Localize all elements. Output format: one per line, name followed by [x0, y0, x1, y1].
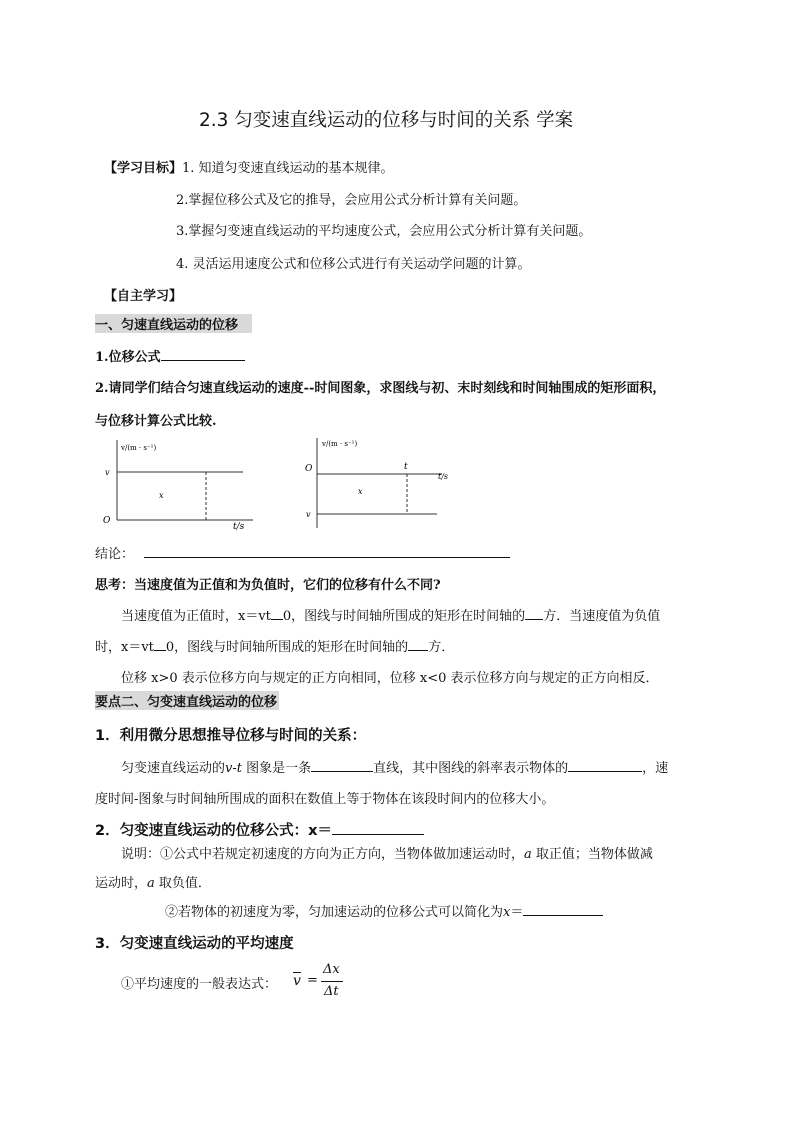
objective-item: 2.掌握位移公式及它的推导，会应用公式分析计算有关问题。	[176, 193, 527, 208]
blank	[523, 903, 603, 916]
s2-note2	[165, 901, 603, 920]
page-title: 2.3 匀变速直线运动的位移与时间的关系 学案	[199, 110, 574, 131]
blank	[311, 759, 373, 772]
self-study-label: 【自主学习】	[104, 289, 183, 304]
q1-text: 1.位移公式	[95, 350, 161, 365]
avg-velocity-label: ①平均速度的一般表达式：	[121, 977, 278, 992]
blank	[154, 638, 166, 651]
origin-label: O	[103, 516, 111, 526]
blank	[525, 607, 543, 620]
objective-item: 4. 灵活运用速度公式和位移公式进行有关运动学问题的计算。	[176, 257, 531, 272]
blank	[568, 759, 642, 772]
text: ，速	[642, 761, 669, 776]
t-top-label: t	[404, 462, 408, 472]
text: 0，图线与时间轴所围成的矩形在时间轴的	[282, 609, 526, 624]
y-axis-label: v/(m · s⁻¹)	[121, 444, 157, 452]
text: 取正值；当物体做减	[531, 847, 653, 862]
equals: =	[307, 973, 318, 988]
text: 说明：①公式中若规定初速度的方向为正方向，当物体做加速运动时，	[121, 847, 525, 862]
text: 方．当速度值为负值	[543, 609, 661, 624]
s1-paragraph2: 位移 x>0 表示位移方向与规定的正方向相同，位移 x<0 表示位移方向与规定的正方向相反．	[121, 671, 659, 686]
objectives-label: 【学习目标】	[104, 161, 183, 176]
text: 取负值．	[154, 876, 211, 891]
a-term: a	[147, 876, 155, 891]
blank	[144, 545, 510, 558]
conclusion-line	[95, 543, 510, 562]
vt-graph-negative	[300, 434, 460, 532]
s1-paragraph1-line1	[121, 605, 660, 624]
conclusion-label: 结论：	[95, 547, 135, 562]
origin-label: O	[305, 464, 313, 474]
vt-graph-positive	[95, 436, 255, 532]
think-question: 思考：当速度值为正值和为负值时，它们的位移有什么不同?	[95, 578, 441, 593]
q1-line	[95, 346, 245, 365]
s2-h3: 3．匀变速直线运动的平均速度	[95, 936, 294, 952]
a-term: a	[524, 847, 532, 862]
t-axis-label: t/s	[233, 522, 245, 532]
text: 当速度值为正值时，x＝vt	[121, 609, 271, 624]
text: 2．匀变速直线运动的位移公式：x＝	[95, 823, 332, 839]
q2-line2: 与位移计算公式比较.	[95, 414, 217, 429]
s2-h2	[95, 819, 424, 840]
section2-heading: 要点二、匀变速直线运动的位移	[95, 691, 279, 710]
objective-item: 1. 知道匀变速直线运动的基本规律。	[182, 161, 394, 176]
numerator: Δx	[323, 962, 340, 977]
blank	[332, 820, 424, 835]
fraction-bar	[321, 981, 343, 982]
text: ＝	[510, 905, 524, 920]
text: 0，图线与时间轴所围成的矩形在时间轴的	[165, 640, 409, 655]
s2-note-line1	[121, 843, 653, 862]
x-area-label: x	[358, 487, 363, 496]
objectives-block	[104, 157, 394, 176]
s2-note-line2	[95, 872, 211, 891]
blank	[408, 638, 428, 651]
text: 匀变速直线运动的	[121, 761, 226, 776]
t-axis-label: t/s	[438, 472, 449, 481]
text: ②若物体的初速度为零，匀加速运动的位移公式可以简化为	[165, 905, 504, 920]
blank	[161, 348, 245, 361]
text: 时，x＝vt	[95, 640, 154, 655]
vt-term: v-t	[225, 761, 242, 776]
x-term: x	[503, 905, 511, 920]
v-label: v	[105, 468, 110, 477]
v-bar: $\overline{v}$	[293, 973, 301, 989]
q2-line1: 2.请同学们结合匀速直线运动的速度--时间图象，求图线与初、末时刻线和时间轴围成的矩形面积，	[95, 381, 666, 396]
text: 方．	[428, 640, 455, 655]
s1-paragraph1-line2	[95, 636, 454, 655]
s2-h1: 1．利用微分思想推导位移与时间的关系：	[95, 728, 367, 744]
x-area-label: x	[159, 491, 164, 500]
text: 运动时，	[95, 876, 148, 891]
text: 直线，其中图线的斜率表示物体的	[373, 761, 569, 776]
blank	[271, 607, 283, 620]
objective-item: 3.掌握匀变速直线运动的平均速度公式，会应用公式分析计算有关问题。	[176, 224, 592, 239]
s2-p1-line2: 度时间-图象与时间轴所围成的面积在数值上等于物体在该段时间内的位移大小。	[95, 792, 555, 807]
section1-heading: 一、匀速直线运动的位移	[95, 314, 252, 333]
text: 图象是一条	[241, 761, 312, 776]
denominator: Δt	[324, 984, 339, 999]
y-axis-label: v/(m · s⁻¹)	[322, 440, 358, 448]
avg-velocity-formula	[291, 962, 351, 1002]
s2-p1-line1	[121, 757, 668, 776]
v-label: v	[306, 510, 311, 519]
